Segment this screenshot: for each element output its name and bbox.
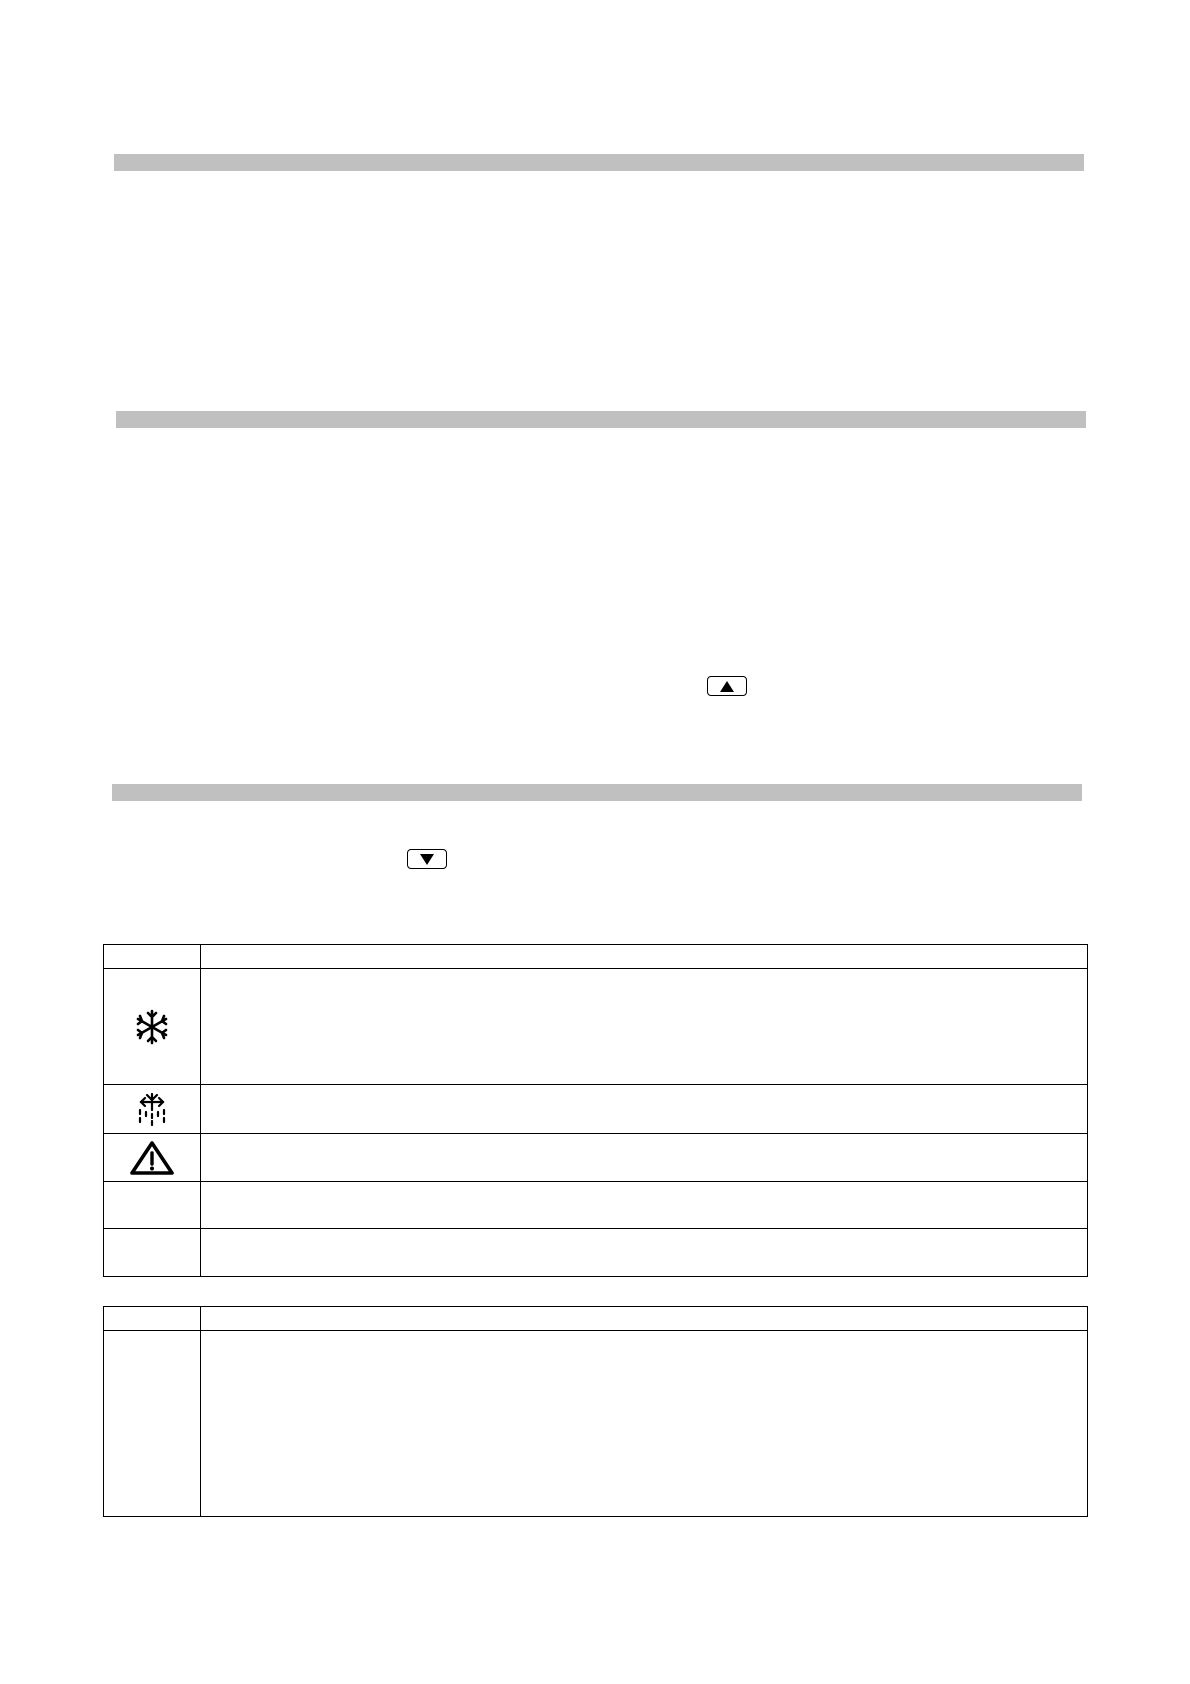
table-row — [104, 1085, 1088, 1134]
icon-cell — [104, 1182, 201, 1229]
icon-cell — [104, 1134, 201, 1182]
section-bar-2 — [116, 411, 1086, 428]
down-key-button — [407, 849, 447, 869]
row-description — [201, 1134, 1088, 1182]
snowflake-icon — [132, 1007, 172, 1047]
second-table — [103, 1306, 1088, 1517]
section-bar-3 — [112, 784, 1082, 801]
icon-table-header-cell — [104, 945, 201, 969]
row-description — [201, 969, 1088, 1085]
row-description — [201, 1182, 1088, 1229]
section-bar-1 — [114, 154, 1084, 171]
icon-table — [103, 944, 1088, 1277]
table-row — [104, 969, 1088, 1085]
table-row — [104, 1134, 1088, 1182]
defrost-icon — [132, 1092, 172, 1126]
row-description — [201, 1085, 1088, 1134]
up-key-button — [707, 676, 747, 696]
icon-table-header-cell — [201, 945, 1088, 969]
warning-triangle-icon — [129, 1140, 175, 1176]
row-description — [201, 1331, 1088, 1517]
icon-cell — [104, 1229, 201, 1277]
second-table-header-cell — [104, 1307, 201, 1331]
icon-table-header — [104, 945, 1088, 969]
icon-cell — [104, 969, 201, 1085]
second-table-header-cell — [201, 1307, 1088, 1331]
arrow-down-icon — [420, 854, 434, 865]
second-table-header — [104, 1307, 1088, 1331]
table-row — [104, 1229, 1088, 1277]
table-row — [104, 1331, 1088, 1517]
table-row — [104, 1182, 1088, 1229]
icon-cell — [104, 1085, 201, 1134]
row-label — [104, 1331, 201, 1517]
row-description — [201, 1229, 1088, 1277]
arrow-up-icon — [720, 681, 734, 692]
